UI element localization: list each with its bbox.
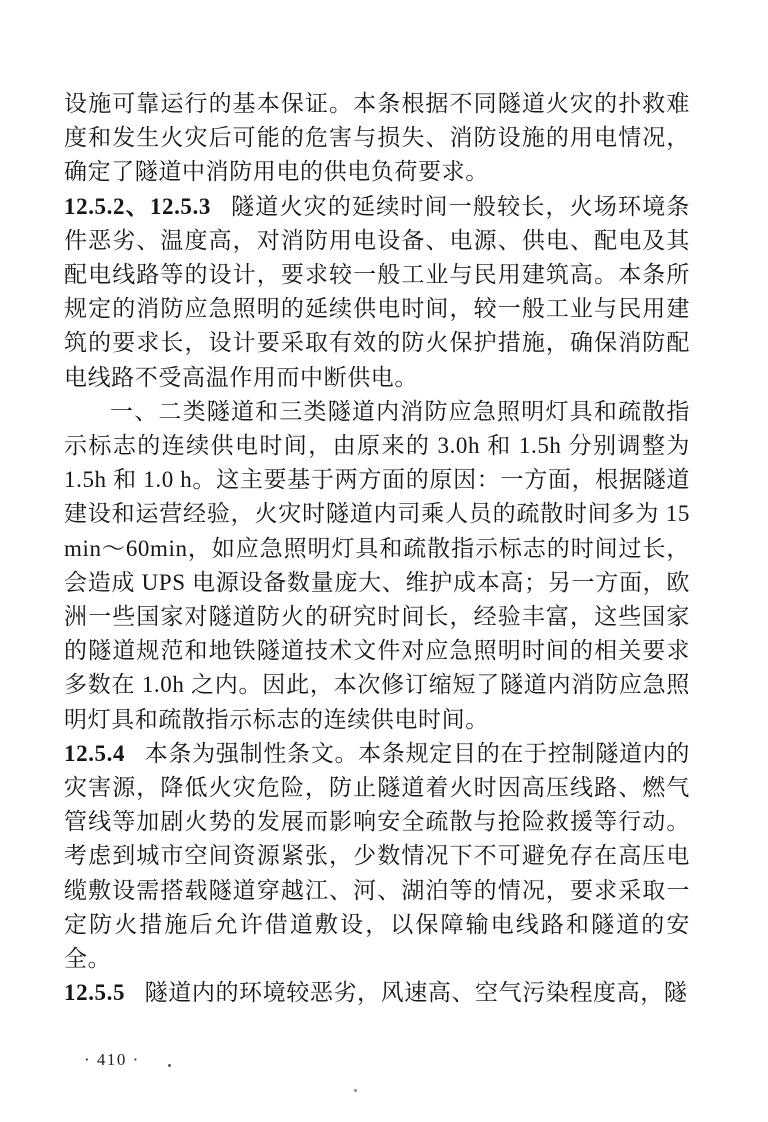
paragraph-text: 隧道内的环境较恶劣，风速高、空气污染程度高，隧 [144,980,688,1006]
clause-paragraph-12-5-2-12-5-3 [64,190,690,395]
paragraph-text: 隧道火灾的延续时间一般较长，火场环境条件恶劣、温度高，对消防用电设备、电源、供电、配电及其配电线路等的设计，要求较一般工业与民用建筑高。本条所规定的消防应急照明的延续供电时间，较一般工业与民用建筑的要求长，设计要采取有效的防火保护措施，确保消防配电线路不受高温作用而中断供电。 [64,193,690,390]
paragraph-continuation [64,87,690,190]
clause-number: 12.5.4 [64,740,126,766]
paragraph-text: 本条为强制性条文。本条规定目的在于控制隧道内的灾害源，降低火灾危险，防止隧道着火时因高压线路、燃气管线等加剧火势的发展而影响安全疏散与抢险救援等行动。考虑到城市空间资源紧张，少数情况下不可避免存在高压电缆敷设需搭载隧道穿越江、河、湖泊等的情况，要求采取一定防火措施后允许借道敷设，以保障输电线路和隧道的安全。 [64,740,690,972]
scan-artifact-dot [354,1089,357,1092]
clause-number: 12.5.2、12.5.3 [64,193,211,219]
clause-number: 12.5.5 [64,980,126,1006]
scan-artifact-dot [168,1064,171,1067]
clause-paragraph-12-5-4 [64,737,690,976]
paragraph-text: 设施可靠运行的基本保证。本条根据不同隧道火灾的扑救难度和发生火灾后可能的危害与损失、消防设施的用电情况，确定了隧道中消防用电的供电负荷要求。 [64,91,690,185]
page-content [64,87,690,1010]
clause-paragraph-12-5-5 [64,976,690,1010]
paragraph-text: 一、二类隧道和三类隧道内消防应急照明灯具和疏散指示标志的连续供电时间，由原来的 3.0h 和 1.5h 分别调整为 1.5h 和 1.0 h。这主要基于两方面的原因：一方面，根据隧道建设和运营经验，火灾时隧道内司乘人员的疏散时间多为 15min～60min，如应急照明灯具和疏散指示标志的时间过长，会造成 UPS 电源设备数量庞大、维护成本高；另一方面，欧洲一些国家对隧道防火的研究时间长，经验丰富，这些国家的隧道规范和地铁隧道技术文件对应急照明时间的相关要求多数在 1.0h 之内。因此，本次修订缩短了隧道内消防应急照明灯具和疏散指示标志的连续供电时间。 [64,398,690,732]
paragraph-body [64,395,690,737]
page-number: · 410 · [84,1050,140,1069]
